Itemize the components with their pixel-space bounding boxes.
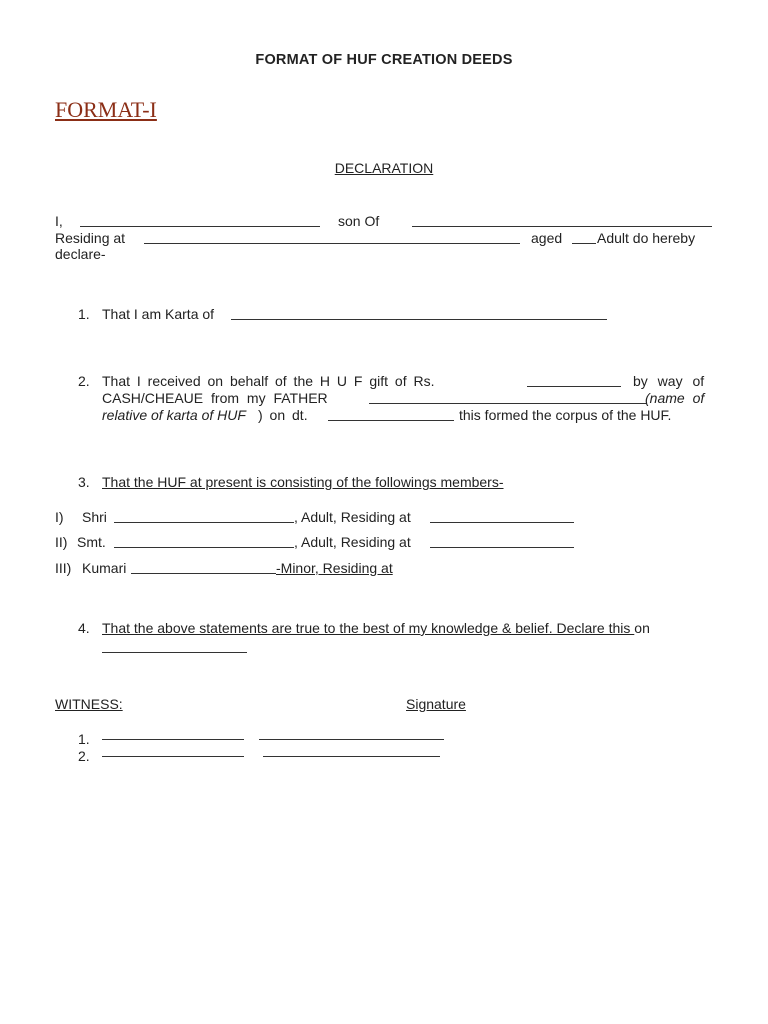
father-name-blank [412, 226, 712, 227]
item-2-line-2: CASH/CHEAUE from my FATHER [102, 390, 328, 406]
item-4-text [102, 620, 650, 636]
item-4-text-underlined: That the above statements are true to the best of my knowledge & belief. Declare this [102, 620, 635, 636]
member-1-prefix: I) [55, 509, 64, 525]
intro-i: I, [55, 213, 63, 229]
address-blank [144, 243, 520, 244]
witness-row-2-number: 2. [78, 748, 90, 764]
date-blank [328, 420, 454, 421]
intro-adult-declare: Adult do hereby [597, 230, 696, 246]
declaration-heading [0, 160, 768, 176]
intro-aged: aged [531, 230, 563, 246]
member-2-name-blank [114, 547, 294, 548]
intro-residing-at: Residing at [55, 230, 126, 246]
declaration-date-blank [102, 652, 247, 653]
witness-row-1-number: 1. [78, 731, 90, 747]
member-1-status: , Adult, Residing at [294, 509, 411, 525]
item-2-line-3-end: this formed the corpus of the HUF. [459, 407, 672, 423]
member-2-title: Smt. [77, 534, 106, 550]
document-title: FORMAT OF HUF CREATION DEEDS [255, 52, 513, 68]
name-blank [80, 226, 320, 227]
witness-label: WITNESS: [55, 696, 123, 712]
witness-1-name-blank [102, 739, 244, 740]
item-4-text-tail: on [634, 620, 650, 636]
witness-2-signature-blank [263, 756, 440, 757]
age-blank [572, 243, 596, 244]
item-3-text: That the HUF at present is consisting of the followings members- [102, 474, 504, 490]
item-2-line-1-end: by way of [633, 373, 705, 389]
declaration-heading-text: DECLARATION [334, 160, 434, 176]
gift-amount-blank [527, 386, 621, 387]
format-heading: FORMAT-I [55, 97, 157, 122]
item-4-number: 4. [78, 620, 90, 636]
witness-1-signature-blank [259, 739, 444, 740]
karta-of-blank [231, 319, 607, 320]
member-3-prefix: III) [55, 560, 72, 576]
item-1-number: 1. [78, 306, 90, 322]
item-2-line-3-on-dt: ) on dt. [258, 407, 308, 423]
intro-son-of: son Of [338, 213, 380, 229]
signature-label: Signature [406, 696, 466, 712]
member-3-name-blank [131, 573, 276, 574]
member-2-address-blank [430, 547, 574, 548]
member-1-title: Shri [82, 509, 107, 525]
member-2-prefix: II) [55, 534, 68, 550]
member-1-name-blank [114, 522, 294, 523]
item-2-line-3-italic: relative of karta of HUF [102, 407, 246, 423]
witness-2-name-blank [102, 756, 244, 757]
item-3-number: 3. [78, 474, 90, 490]
member-3-status: -Minor, Residing at [276, 560, 393, 576]
item-2-number: 2. [78, 373, 90, 389]
item-2-line-2-italic: (name of [645, 390, 705, 406]
member-1-address-blank [430, 522, 574, 523]
item-1-text: That I am Karta of [102, 306, 215, 322]
relative-name-blank [369, 403, 646, 404]
intro-declare: declare- [55, 246, 106, 262]
member-3-title: Kumari [82, 560, 127, 576]
item-2-line-1: That I received on behalf of the H U F gift of Rs. [102, 373, 435, 389]
member-2-status: , Adult, Residing at [294, 534, 411, 550]
